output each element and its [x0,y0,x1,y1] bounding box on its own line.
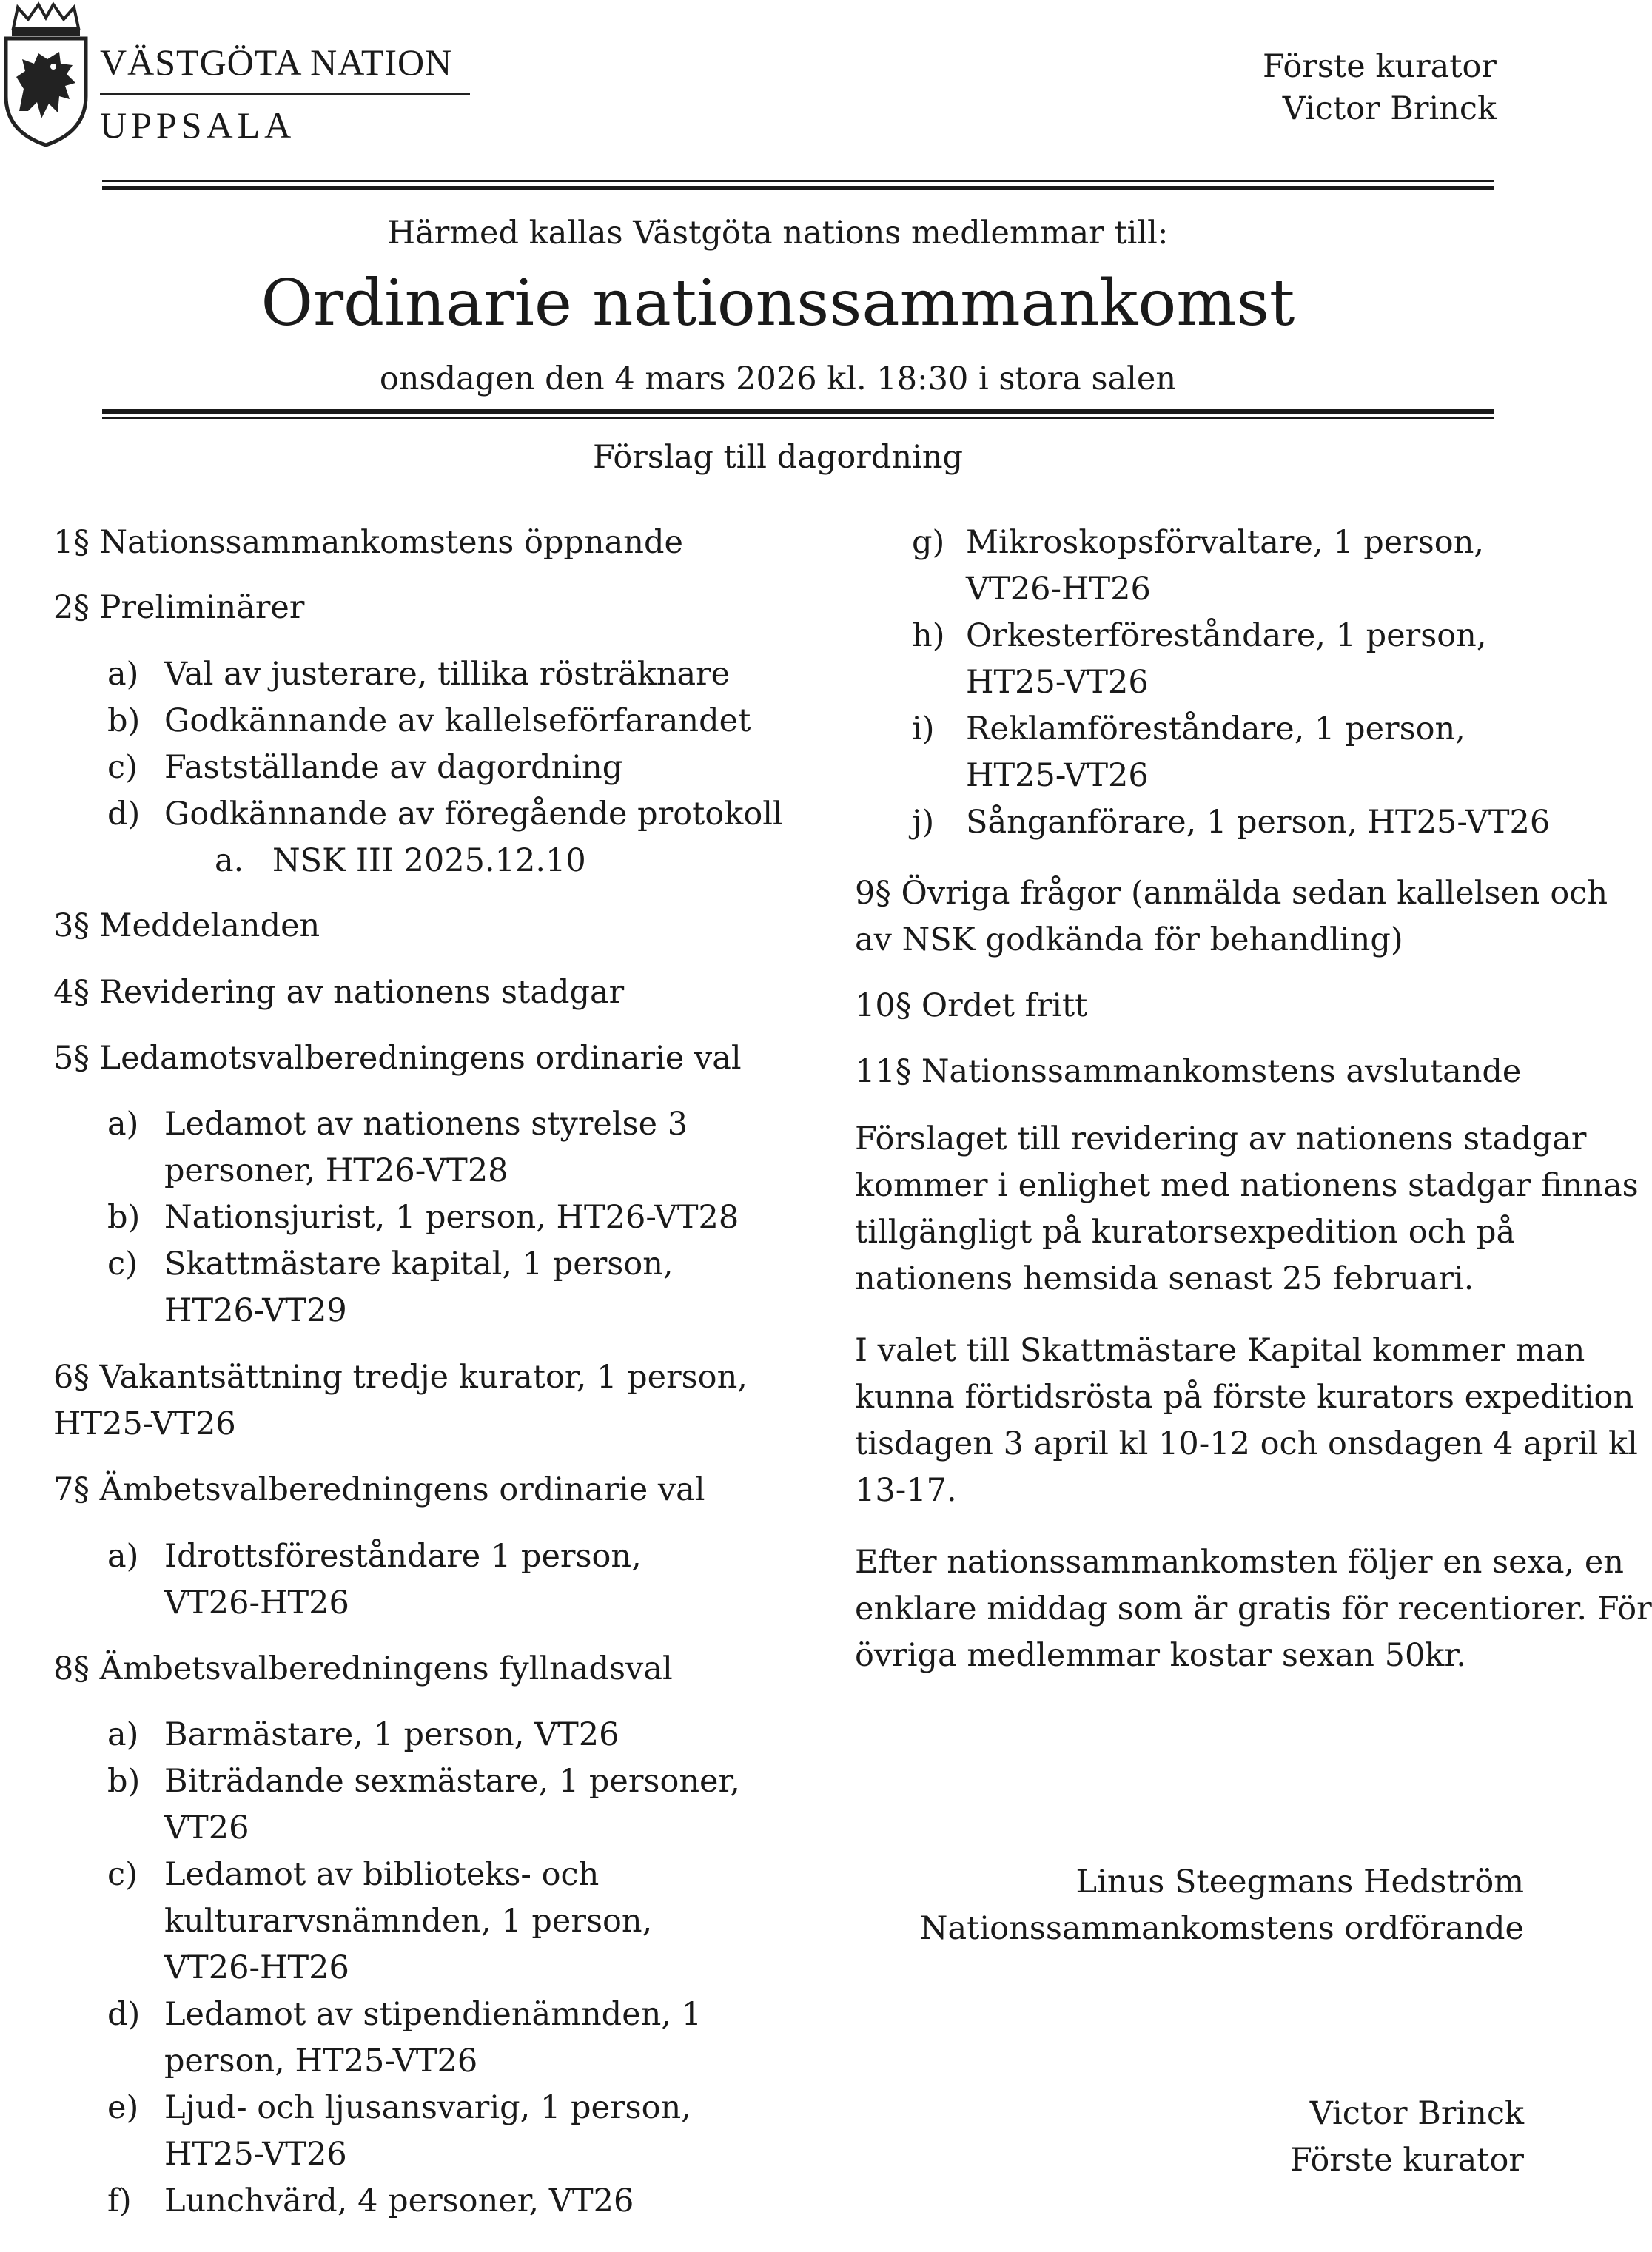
bottom-divider-thick [102,409,1494,414]
item-letter: b) [107,1199,141,1236]
item-letter: h) [912,617,945,654]
agenda-item-5: 5§ Ledamotsvalberedningens ordinarie val [53,1040,742,1077]
agenda-item-6: 6§ Vakantsättning tredje kurator, 1 person, [53,1359,748,1396]
bottom-divider-thin [102,417,1494,419]
sender-block [1263,46,1497,130]
chair-title: Nationssammankomstens ordförande [919,1910,1524,1947]
meeting-datetime: onsdagen den 4 mars 2026 kl. 18:30 i stora salen [379,360,1177,397]
agenda-item-9: 9§ Övriga frågor (anmälda sedan kallelsen och [855,875,1608,912]
note-paragraph-2-line: 13-17. [855,1472,957,1509]
item-letter: d) [107,796,141,833]
agenda-item-6-cont: HT25-VT26 [53,1405,236,1442]
note-paragraph-1-line: kommer i enlighet med nationens stadgar finnas [855,1167,1639,1204]
item-letter: c) [107,1856,138,1893]
agenda-subitem-8e-cont: HT25-VT26 [164,2136,347,2173]
agenda-item-8: 8§ Ämbetsvalberedningens fyllnadsval [53,1650,673,1687]
agenda-subitem-5b: Nationsjurist, 1 person, HT26-VT28 [164,1199,739,1236]
item-letter: b) [107,702,141,739]
sender-name: Victor Brinck [1282,90,1497,127]
item-letter: f) [107,2182,132,2219]
agenda-subitem-8d-cont: person, HT25-VT26 [164,2043,478,2080]
agenda-subitem-8h-cont: HT25-VT26 [966,664,1149,701]
agenda-subitem-8j: Sånganförare, 1 person, HT25-VT26 [966,804,1551,841]
agenda-subitem-8i: Reklamföreståndare, 1 person, [966,710,1465,747]
agenda-subitem-5c-cont: HT26-VT29 [164,1292,347,1329]
kurator-name: Victor Brinck [1309,2095,1524,2132]
item-letter: g) [912,524,945,561]
note-paragraph-2-line: tisdagen 3 april kl 10-12 och onsdagen 4 april kl [855,1425,1638,1462]
agenda-heading: Förslag till dagordning [592,439,964,476]
agenda-subitem-5a-cont: personer, HT26-VT28 [164,1152,508,1189]
item-letter: c) [107,1246,138,1283]
agenda-subitem-8i-cont: HT25-VT26 [966,757,1149,794]
sender-title: Förste kurator [1262,48,1497,85]
item-letter: a) [107,1538,139,1575]
brand-divider [100,93,470,95]
agenda-subitem-8b-cont: VT26 [164,1809,249,1846]
agenda-subitem-2a: Val av justerare, tillika rösträknare [164,656,731,693]
chair-name: Linus Steegmans Hedström [1075,1863,1524,1900]
item-letter: b) [107,1763,141,1800]
note-paragraph-2-line: kunna förtidsrösta på förste kurators expedition [855,1379,1634,1416]
top-divider-thin [102,180,1494,182]
agenda-subitem-2c: Fastställande av dagordning [164,749,623,786]
item-letter: a) [107,1106,139,1143]
item-letter: e) [107,2089,139,2126]
agenda-item-1: 1§ Nationssammankomstens öppnande [53,524,683,561]
agenda-item-2: 2§ Preliminärer [53,589,305,626]
agenda-item-11: 11§ Nationssammankomstens avslutande [855,1053,1522,1090]
agenda-subitem-8f: Lunchvärd, 4 personer, VT26 [164,2182,634,2219]
agenda-subitem-8d: Ledamot av stipendienämnden, 1 [164,1996,702,2033]
brand-line-2: UPPSALA [100,104,296,146]
note-paragraph-3: Efter nationssammankomsten följer en sexa, en [855,1544,1624,1581]
agenda-item-10: 10§ Ordet fritt [855,987,1088,1024]
item-letter: c) [107,749,138,786]
agenda-subitem-5a: Ledamot av nationens styrelse 3 [164,1106,688,1143]
agenda-subitem-8c-cont: kulturarvsnämnden, 1 person, [164,1903,653,1940]
top-divider-thick [102,186,1494,190]
agenda-subitem-8e: Ljud- och ljusansvarig, 1 person, [164,2089,691,2126]
crest-lion-icon [0,0,93,148]
note-paragraph-1-line: tillgängligt på kuratorsexpedition och på [855,1214,1516,1251]
brand-line-1: VÄSTGÖTA NATION [100,41,453,83]
agenda-subitem-7a-cont: VT26-HT26 [164,1584,349,1621]
agenda-item-4: 4§ Revidering av nationens stadgar [53,974,625,1011]
agenda-item-9-cont: av NSK godkända för behandling) [855,921,1403,958]
agenda-subitem-8b: Biträdande sexmästare, 1 personer, [164,1763,740,1800]
note-paragraph-3-line: enklare middag som är gratis för recentiorer. För [855,1590,1652,1627]
agenda-subitem-2d-a: NSK III 2025.12.10 [272,842,586,879]
kurator-title: Förste kurator [1289,2142,1524,2179]
item-letter: a) [107,1716,139,1753]
note-paragraph-1-line: nationens hemsida senast 25 februari. [855,1260,1474,1297]
note-paragraph-2: I valet till Skattmästare Kapital kommer man [855,1332,1585,1369]
agenda-subitem-7a: Idrottsföreståndare 1 person, [164,1538,642,1575]
item-letter: d) [107,1996,141,2033]
agenda-subitem-8c-cont2: VT26-HT26 [164,1949,349,1986]
agenda-subitem-8h: Orkesterföreståndare, 1 person, [966,617,1487,654]
intro-line: Härmed kallas Västgöta nations medlemmar till: [387,215,1169,252]
agenda-subitem-8c: Ledamot av biblioteks- och [164,1856,600,1893]
kurator-signature [1290,2091,1524,2184]
chair-signature [920,1859,1524,1952]
agenda-subitem-2d: Godkännande av föregående protokoll [164,796,783,833]
agenda-item-3: 3§ Meddelanden [53,907,320,944]
item-letter: i) [912,710,935,747]
nation-logo [0,0,481,148]
note-paragraph-3-line: övriga medlemmar kostar sexan 50kr. [855,1637,1466,1674]
agenda-subitem-8g-cont: VT26-HT26 [966,571,1151,608]
item-letter: a) [107,656,139,693]
page-title: Ordinarie nationssammankomst [261,266,1295,340]
item-letter: j) [912,804,935,841]
agenda-subitem-2b: Godkännande av kallelseförfarandet [164,702,751,739]
note-paragraph-1: Förslaget till revidering av nationens stadgar [855,1120,1587,1157]
agenda-subitem-5c: Skattmästare kapital, 1 person, [164,1246,674,1283]
agenda-subitem-8a: Barmästare, 1 person, VT26 [164,1716,620,1753]
agenda-subitem-8g: Mikroskopsförvaltare, 1 person, [966,524,1485,561]
agenda-item-7: 7§ Ämbetsvalberedningens ordinarie val [53,1471,705,1508]
item-letter: a. [215,842,244,879]
